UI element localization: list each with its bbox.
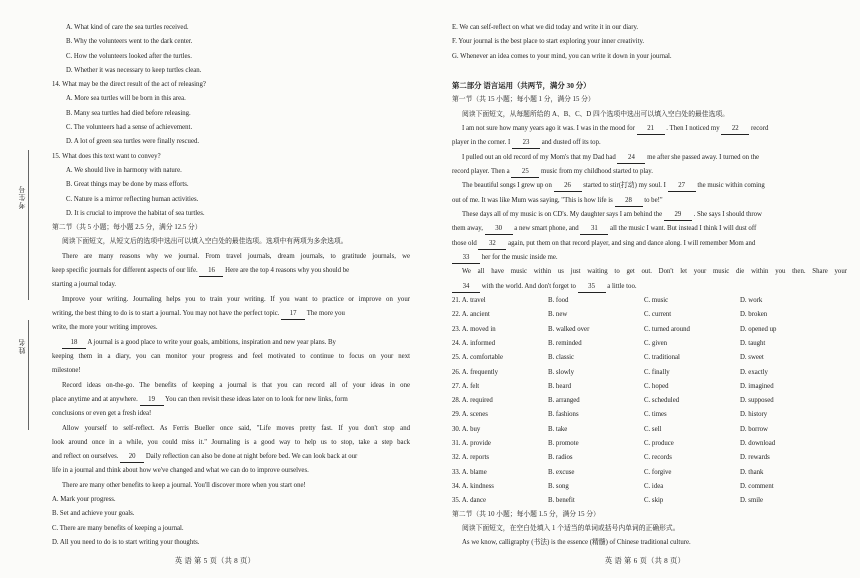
choice-option[interactable]: B. promote: [548, 440, 579, 447]
q13-option-d: D. Whether it was necessary to keep turtles clean.: [66, 67, 202, 74]
choice-row: [452, 437, 847, 451]
blank-26[interactable]: 26: [554, 180, 582, 192]
q15-option-d: D. It is crucial to improve the habitat of sea turtles.: [66, 210, 205, 217]
cloze-line: them away, 30 a new smart phone, and 31 all the music I want. But instead I think I will dust off: [452, 222, 847, 236]
blank-31[interactable]: 31: [580, 223, 608, 235]
right-page-footer: 英 语 第 6 页（共 8 页）: [604, 557, 686, 565]
choice-option[interactable]: D. borrow: [740, 425, 768, 433]
choice-option[interactable]: 34. A. kindness: [452, 482, 494, 490]
choice-option[interactable]: 29. A. scenes: [452, 411, 488, 419]
part2-heading: 第二部分 语言运用（共两节，满分 30 分）: [452, 81, 591, 90]
choice-option[interactable]: C. music: [644, 297, 669, 304]
choice-option[interactable]: D. broken: [740, 311, 768, 319]
choice-row: [452, 323, 847, 337]
choice-option[interactable]: B. new: [548, 311, 568, 319]
choice-option[interactable]: 31. A. provide: [452, 440, 491, 447]
choice-row: [452, 408, 847, 422]
passage-line: There are many reasons why we journal. From travel journals, dream journals, to gratitude journals, we: [62, 253, 410, 260]
passage-line: write, the more your writing improves.: [52, 324, 158, 331]
choice-row: [452, 351, 847, 365]
passage-line: place anytime and at anywhere. 19 You can then revisit these ideas later on to look for new links, form: [52, 393, 410, 407]
blank-17[interactable]: 17: [281, 308, 305, 320]
blank-24[interactable]: 24: [617, 152, 645, 164]
choice-option[interactable]: 23. A. moved in: [452, 325, 496, 333]
passage-line: keeping them in a diary, you can monitor your progress and feel motivated to continue to focus on your next: [52, 353, 410, 360]
cloze-section-heading: 第一节（共 15 小题；每小题 1 分，满分 15 分）: [452, 96, 595, 103]
blank-19[interactable]: 19: [140, 394, 164, 406]
student-id-label: 考生号: [18, 185, 26, 209]
q15-option-c: C. Nature is a mirror reflecting human activities.: [66, 196, 199, 203]
blank-30[interactable]: 30: [485, 223, 513, 235]
section2-heading-right: 第二节（共 10 小题；每小题 1.5 分，满分 15 分）: [452, 511, 600, 518]
choice-option[interactable]: D. work: [740, 297, 763, 304]
choice-option[interactable]: C. finally: [644, 368, 670, 376]
choice-option[interactable]: D. imagined: [740, 382, 774, 390]
choice-option[interactable]: B. take: [548, 425, 568, 433]
choice-option[interactable]: B. heard: [548, 382, 572, 390]
passage-line: keep specific journals for different aspects of our life. 16 Here are the top 4 reasons why you should be: [52, 264, 410, 278]
blank-16[interactable]: 16: [199, 265, 223, 277]
name-label: 姓名: [18, 338, 26, 354]
cloze-line: player in the corner. I 23 and dusted off its top.: [452, 136, 847, 150]
blank-25[interactable]: 25: [511, 166, 539, 178]
choice-option[interactable]: B. excuse: [548, 468, 575, 476]
choice-option[interactable]: C. given: [644, 339, 668, 347]
choice-option[interactable]: B. food: [548, 297, 569, 304]
choice-row: [452, 466, 847, 480]
choice-option[interactable]: 33. A. blame: [452, 468, 487, 476]
section2-instructions: 阅读下面短文，从短文后的选项中选出可以填入空白处的最佳选项。选项中有两项为多余选项。: [62, 238, 348, 245]
choice-option[interactable]: C. skip: [644, 497, 664, 505]
section2-heading: 第二节（共 5 小题；每小题 2.5 分，满分 12.5 分）: [52, 224, 202, 231]
choice-option[interactable]: D. rewards: [740, 454, 770, 462]
choice-row: [452, 366, 847, 380]
choice-option[interactable]: 25. A. comfortable: [452, 354, 503, 362]
passage-line: starting a journal today.: [52, 281, 117, 288]
q15-option-b: B. Great things may be done by mass efforts.: [66, 181, 189, 188]
cloze-line: These days all of my music is on CD's. My daughter says I am behind the 29 . She says I should throw: [452, 208, 847, 222]
cloze-line: I pulled out an old record of my Mom's that my Dad had 24 me after she passed away. I turned on the: [452, 151, 847, 165]
option-e: E. We can self-reflect on what we did today and write it in our diary.: [452, 24, 639, 31]
blank-23[interactable]: 23: [512, 137, 540, 149]
blank-21[interactable]: 21: [637, 123, 665, 135]
choice-option[interactable]: 26. A. frequently: [452, 368, 499, 376]
choice-option[interactable]: 30. A. buy: [452, 425, 481, 433]
cloze-line: 34 with the world. And don't forget to 35 a little too.: [452, 280, 847, 294]
q13-option-c: C. How the volunteers looked after the turtles.: [66, 53, 192, 60]
passage-line: and reflect on ourselves. 20 Daily reflection can also be done at night before bed. We can look back at our: [52, 450, 410, 464]
choice-row: [452, 451, 847, 465]
choice-option[interactable]: B. song: [548, 482, 569, 490]
passage-line: 18 A journal is a good place to write your goals, ambitions, inspiration and new year plans. By: [52, 336, 410, 350]
blank-33[interactable]: 33: [452, 252, 480, 264]
cloze-line: record player. Then a 25 music from my childhood started to play.: [452, 165, 847, 179]
section2-instructions-right: 阅读下面短文，在空白处填入 1 个适当的单词或括号内单词的正确形式。: [462, 525, 680, 532]
q13-option-a: A. What kind of care the sea turtles received.: [66, 24, 189, 31]
blank-20[interactable]: 20: [120, 451, 144, 463]
q14-option-a: A. More sea turtles will be born in this area.: [66, 95, 186, 102]
choice-option[interactable]: 21. A. travel: [452, 297, 486, 304]
right-page: [430, 0, 860, 578]
blank-35[interactable]: 35: [578, 281, 606, 293]
option-b: B. Set and achieve your goals.: [52, 510, 135, 517]
passage-line: There are many other benefits to keep a journal. You'll discover more when you start one!: [62, 482, 306, 489]
choice-option[interactable]: 28. A. required: [452, 397, 493, 405]
choice-row: [452, 423, 847, 437]
choice-option[interactable]: C. records: [644, 454, 672, 462]
choice-option[interactable]: B. radios: [548, 454, 573, 462]
choice-row: [452, 337, 847, 351]
cloze-line: We all have music within us just waiting to get out. Don't let your music die within you then. Share your: [462, 268, 847, 275]
choice-option[interactable]: C. turned around: [644, 325, 690, 333]
choice-row: [452, 480, 847, 494]
passage-line: look around once in a while, you could miss it." Journaling is a good way to help us to stop, take a step back: [52, 439, 410, 446]
blank-28[interactable]: 28: [615, 195, 643, 207]
cloze-line: out of me. It was like Mum was saying, "This is how life is 28 to be!": [452, 194, 847, 208]
choice-option[interactable]: B. benefit: [548, 497, 575, 505]
choice-option[interactable]: D. sweet: [740, 354, 764, 362]
choice-option[interactable]: D. comment: [740, 482, 774, 490]
option-f: F. Your journal is the best place to start exploring your inner creativity.: [452, 38, 645, 45]
choice-option[interactable]: B. arranged: [548, 397, 580, 405]
choice-option[interactable]: D. taught: [740, 339, 766, 347]
choice-option[interactable]: B. fashions: [548, 411, 579, 419]
choice-option[interactable]: C. hoped: [644, 382, 669, 390]
passage-line: Improve your writing. Journaling helps you to train your writing. If you want to practice or improve on your: [62, 296, 410, 303]
choice-option[interactable]: 24. A. informed: [452, 339, 496, 347]
blank-29[interactable]: 29: [664, 209, 692, 221]
choice-option[interactable]: 22. A. ancient: [452, 311, 490, 319]
q14-option-b: B. Many sea turtles had died before releasing.: [66, 110, 191, 117]
cloze-line: those old 32 again, put them on that record player, and sing and dance along. I will remember Mom and: [452, 237, 847, 251]
choice-option[interactable]: D. smile: [740, 497, 764, 505]
choice-option[interactable]: 32. A. reports: [452, 454, 490, 462]
blank-18[interactable]: 18: [62, 337, 86, 349]
choice-option[interactable]: C. times: [644, 411, 667, 419]
q15-stem: 15. What does this text want to convey?: [52, 153, 161, 160]
choice-option[interactable]: C. scheduled: [644, 397, 680, 405]
choice-row: [452, 380, 847, 394]
option-d: D. All you need to do is to start writing your thoughts.: [52, 539, 200, 546]
choice-option[interactable]: C. traditional: [644, 354, 680, 362]
passage-first-line: As we know, calligraphy (书法) is the essence (精髓) of Chinese traditional culture.: [462, 539, 691, 546]
choice-row: [452, 308, 847, 322]
q14-option-d: D. A lot of green sea turtles were finally rescued.: [66, 138, 200, 145]
cloze-line: The beautiful songs I grew up on 26 started to stir(打动) my soul. I 27 the music within coming: [452, 179, 847, 193]
option-a: A. Mark your progress.: [52, 496, 116, 503]
choice-option[interactable]: D. history: [740, 411, 768, 419]
option-g: G. Whenever an idea comes to your mind, you can write it down in your journal.: [452, 53, 672, 60]
choice-option[interactable]: D. exactly: [740, 368, 768, 376]
choice-row: [452, 494, 847, 508]
blank-32[interactable]: 32: [478, 238, 506, 250]
passage-line: life in a journal and think about how we've changed and what we can do to improve ourselves.: [52, 467, 309, 474]
q15-option-a: A. We should live in harmony with nature.: [66, 167, 182, 174]
cloze-line: I am not sure how many years ago it was. I was in the mood for 21 . Then I noticed my 22 record: [452, 122, 847, 136]
choice-option[interactable]: B. slowly: [548, 368, 575, 376]
choice-row: [452, 294, 847, 308]
choice-option[interactable]: D. supposed: [740, 397, 774, 405]
choice-option[interactable]: C. current: [644, 311, 672, 319]
choice-option[interactable]: C. produce: [644, 440, 674, 447]
passage-line: milestone!: [52, 367, 81, 374]
choice-option[interactable]: D. download: [740, 440, 776, 447]
choice-row: [452, 394, 847, 408]
option-c: C. There are many benefits of keeping a journal.: [52, 525, 184, 532]
passage-line: writing, the best thing to do is to start a journal. You may not have the perfect topic. 17 The more you: [52, 307, 410, 321]
blank-22[interactable]: 22: [721, 123, 749, 135]
left-page-footer: 英 语 第 5 页（共 8 页）: [174, 557, 256, 565]
choice-option[interactable]: 35. A. dance: [452, 497, 486, 505]
blank-27[interactable]: 27: [668, 180, 696, 192]
q13-option-b: B. Why the volunteers went to the dark center.: [66, 38, 193, 45]
choice-option[interactable]: D. thank: [740, 468, 764, 476]
cloze-line: 33 her for the music inside me.: [452, 251, 847, 265]
passage-line: Allow yourself to self-reflect. As Ferris Bueller once said, "Life moves pretty fast. If you don't stop and: [62, 425, 410, 432]
q14-stem: 14. What may be the direct result of the act of releasing?: [52, 81, 206, 88]
q14-option-c: C. The volunteers had a sense of achievement.: [66, 124, 193, 131]
passage-line: Record ideas on-the-go. The benefits of keeping a journal is that you can record all of your ideas in one: [62, 382, 410, 389]
choice-option[interactable]: B. classic: [548, 354, 575, 362]
choice-option[interactable]: B. walked over: [548, 325, 590, 333]
choice-option[interactable]: C. idea: [644, 482, 664, 490]
passage-line: conclusions or even get a fresh idea!: [52, 410, 152, 417]
choice-option[interactable]: 27. A. felt: [452, 382, 480, 390]
blank-34[interactable]: 34: [452, 281, 480, 293]
choice-option[interactable]: C. sell: [644, 425, 662, 433]
choice-option[interactable]: B. reminded: [548, 339, 582, 347]
choice-option[interactable]: D. opened up: [740, 325, 777, 333]
choice-option[interactable]: C. forgive: [644, 468, 672, 476]
cloze-instructions: 阅读下面短文，从每题所给的 A、B、C、D 四个选项中选出可以填入空白处的最佳选项。: [462, 111, 729, 118]
